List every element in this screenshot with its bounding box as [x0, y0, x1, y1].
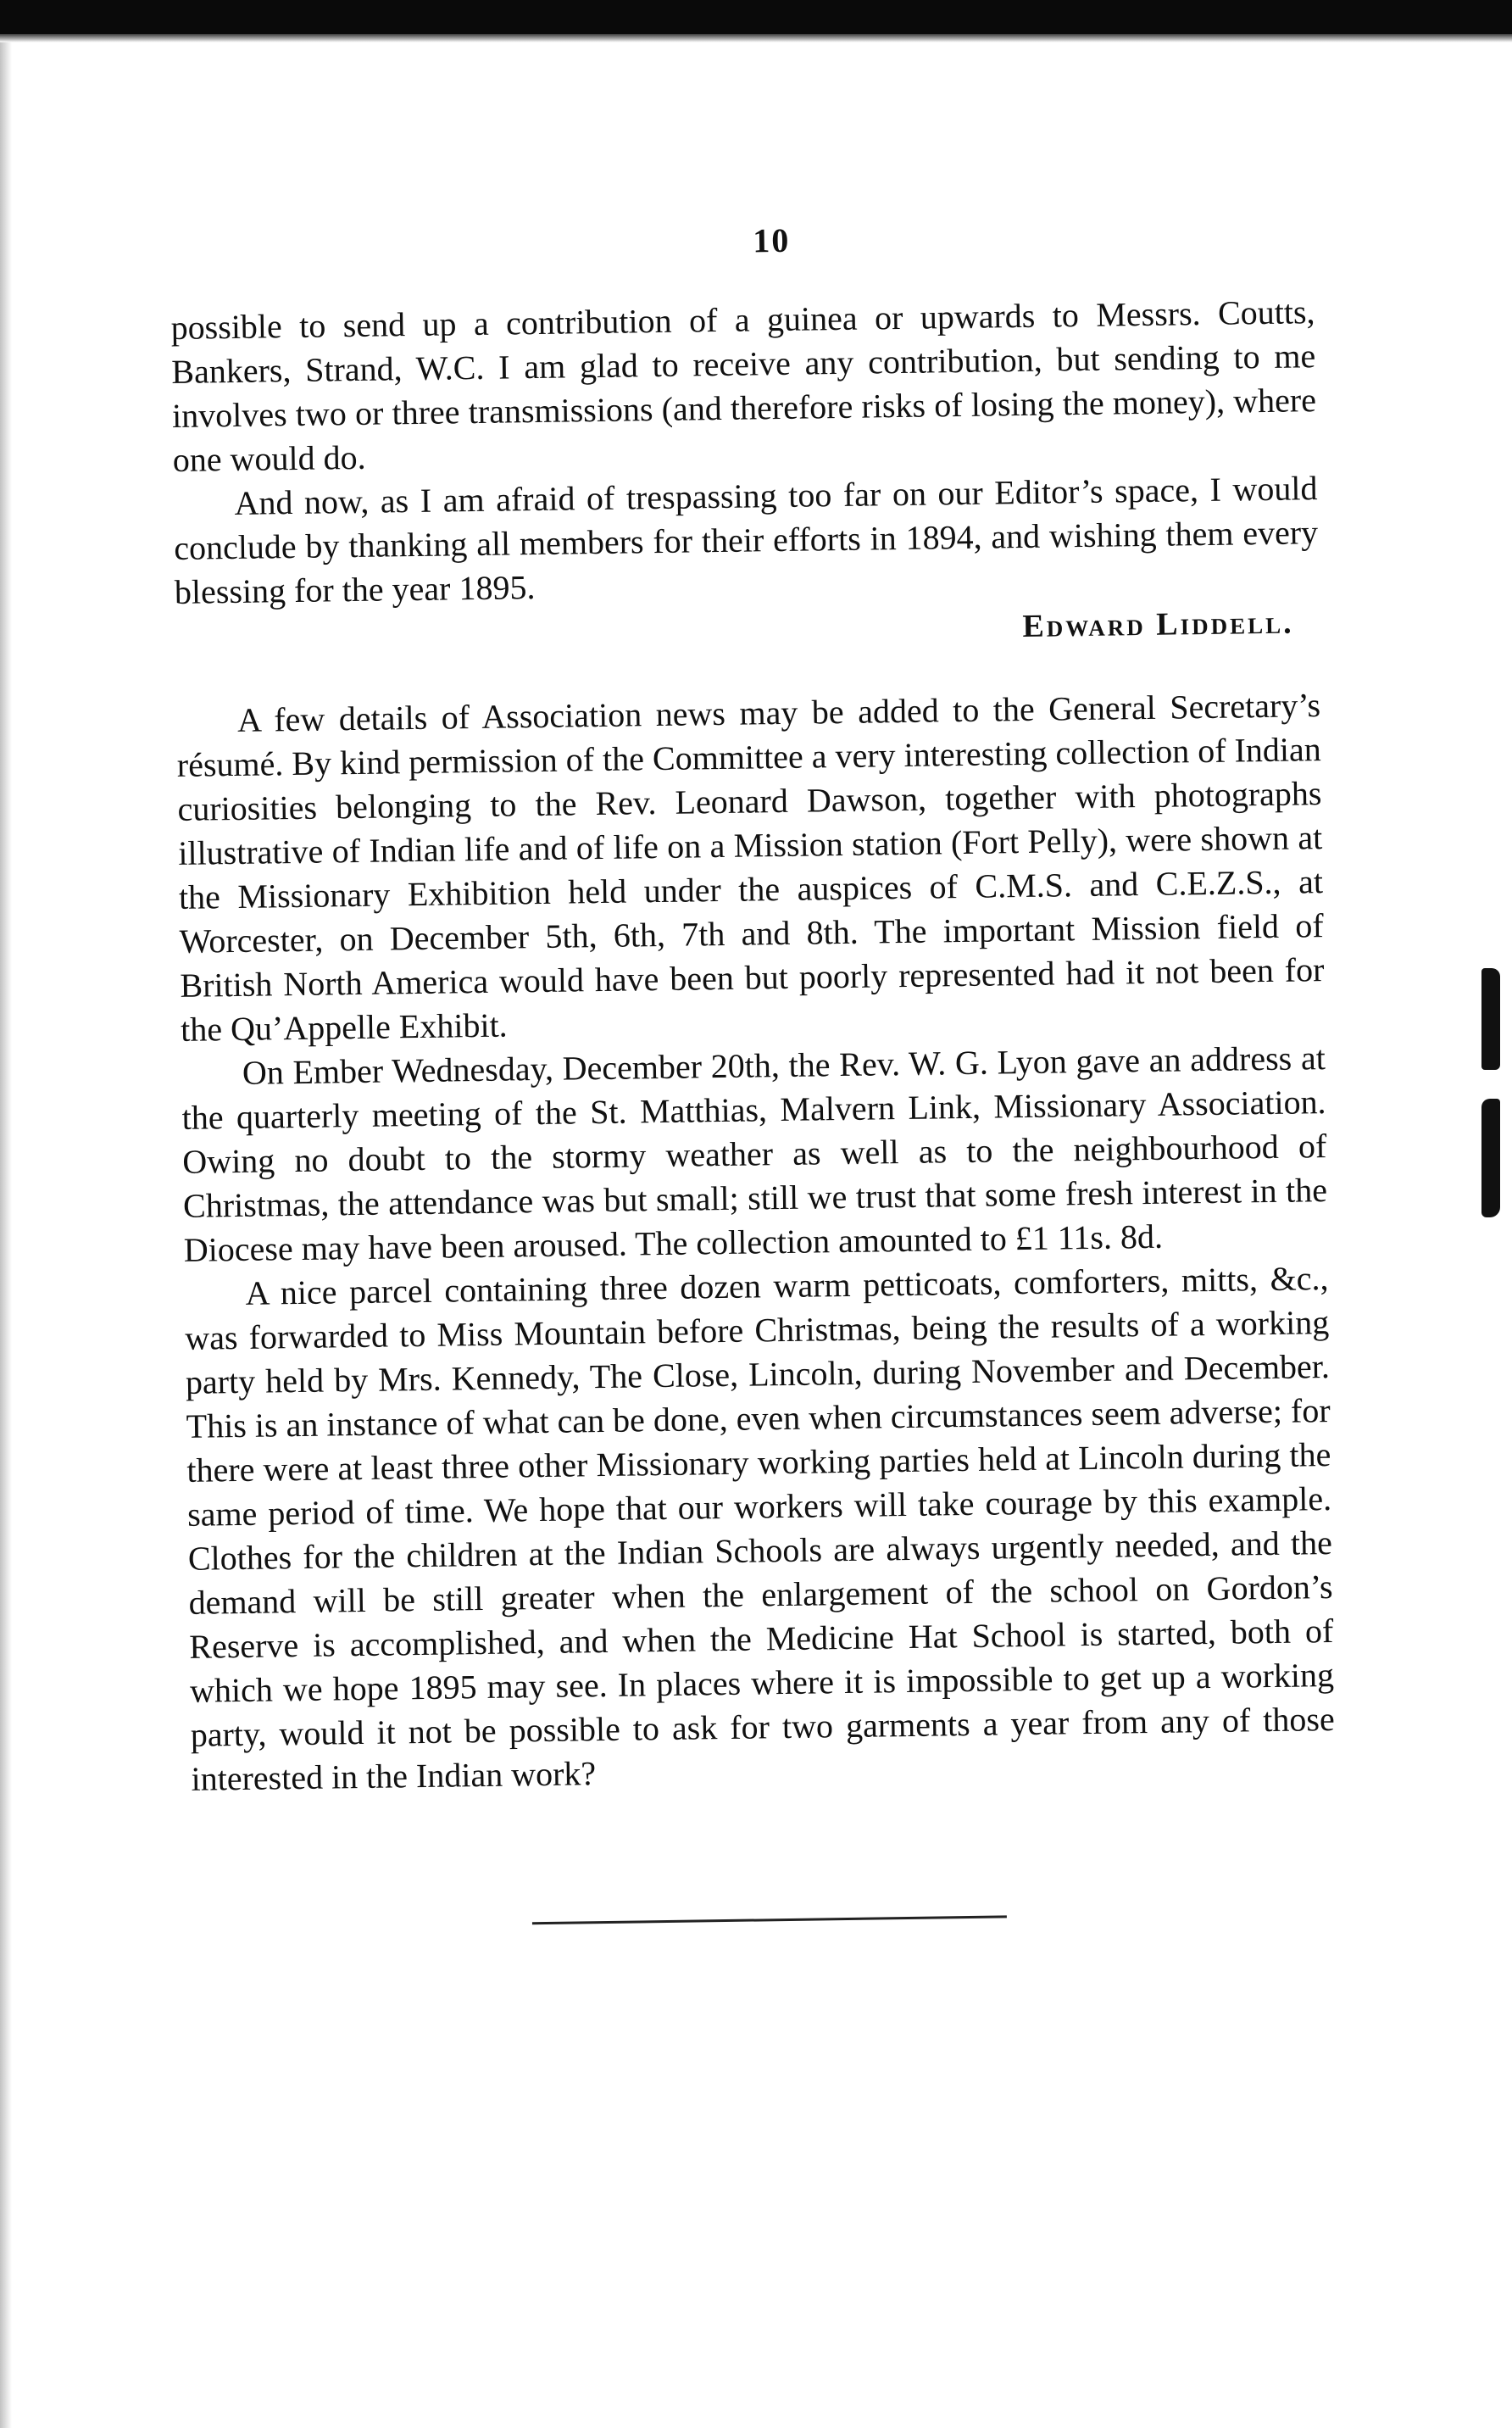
paragraph-association-news: A few details of Association news may be added to the General Secretary’s résumé. By kind permission of the Committee a very interesting collection of Indian curiosities belonging to the Rev. Leonard Dawson, together with photographs illustrative of Indian life and of life on a Mission station (Fort Pelly), were shown at the Missionary Exhibition held under the auspices of C.M.S. and C.E.Z.S., at Worcester, on December 5th, 6th, 7th and 8th. The important Mission field of British North America would have been but poorly represented had it not been for the Qu’Appelle Exhibit. [176, 686, 1325, 1049]
paragraph-conclusion: And now, as I am afraid of trespassing too far on our Editor’s space, I would conclude by thanking all members for their efforts in 1894, and wishing them every blessing for the year 1895. [173, 469, 1319, 611]
paragraph-ember-wednesday: On Ember Wednesday, December 20th, the Rev. W. G. Lyon gave an address at the quarterly meeting of the St. Matthias, Malvern Link, Missionary Association. Owing no doubt to the stormy weather as well as to the neighbourhood of Christmas, the attendance was but small; still we trust that some fresh interest in the Diocese may have been aroused. The collection amounted to £1 11s. 8d. [181, 1039, 1328, 1269]
paragraph-contribution: possible to send up a contribution of a guinea or upwards to Messrs. Coutts, Bankers, Strand, W.C. I am glad to receive any contribution, but sending to me involves two or three transmissions (and therefore risks of losing the money), where one would do. [170, 292, 1317, 479]
scan-top-border [0, 0, 1512, 34]
scan-left-edge [0, 42, 12, 2428]
signature: Edward Liddell. [1022, 604, 1294, 644]
binding-mark-upper [1481, 968, 1500, 1070]
paragraph-parcel: A nice parcel containing three dozen warm petticoats, comforters, mitts, &c., was forwarded to Miss Mountain before Christmas, being the results of a working party held by Mrs. Kennedy, The Close, Lincoln, during November and December. This is an instance of what can be done, even when circumstances seem adverse; for there were at least three other Missionary working parties held at Lincoln during the same period of time. We hope that our workers will take courage by this example. Clothes for the children at the Indian Schools are always urgently needed, and the demand will be still greater when the enlargement of the school on Gordon’s Reserve is accomplished, and when the Medicine Hat School is started, both of which we hope 1895 may see. In places where it is impossible to get up a working party, would it not be possible to ask for two garments a year from any of those interested in the Indian work? [184, 1259, 1335, 1798]
scan-top-shadow [0, 34, 1512, 42]
binding-mark-lower [1481, 1099, 1500, 1217]
closing-rule [532, 1915, 1007, 1924]
page-number: 10 [752, 220, 791, 260]
document-page [170, 213, 1337, 1930]
